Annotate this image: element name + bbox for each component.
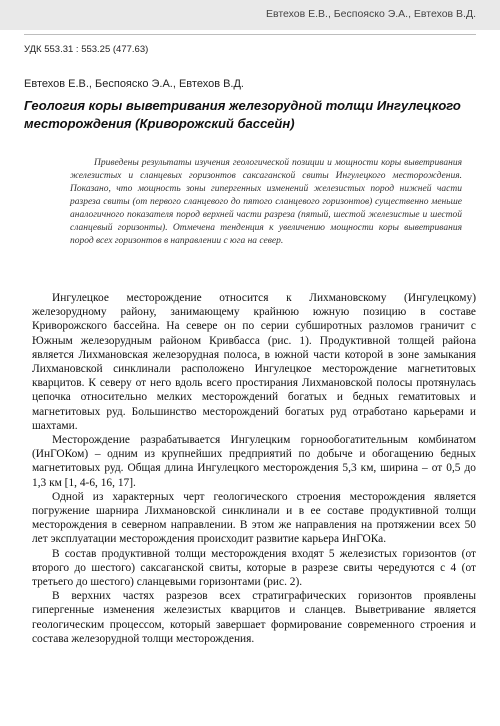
running-header-authors: Евтехов Е.В., Беспояско Э.А., Евтехов В.Д.: [266, 8, 476, 20]
body-paragraph: Ингулецкое месторождение относится к Лихмановскому (Ингулецкому) железорудному району, занимающему крайнюю южную позицию в составе Криворожского бассейна. На севере он по серии субширотных разломов граничит с Южным железорудным районом Кривбасса (рис. 1). Продуктивной толщей района является Лихмановская железорудная полоса, в южной части которой в зоне замыкания Лихмановской синклинали расположено Ингулецкое месторождение магнетитовых кварцитов. К северу от него вдоль всего простирания Лихмановской полосы протянулась цепочка относительно мелких месторождений богатых и бедных гематитовых и магнетитовых руд. Большинство месторождений богатых руд отработано карьерами и шахтами.: [32, 292, 476, 432]
article-abstract: Приведены результаты изучения геологической позиции и мощности коры выветривания железистых и сланцевых горизонтов саксаганской свиты Ингулецкого месторождения. Показано, что мощность зоны гипергенных изменений железистых пород нижней части разреза свиты (от первого сланцевого до пятого сланцевого горизонтов) существенно меньше аналогичного показателя пород верхней части разреза (пятый, шестой железистые и шестой сланцевый горизонты). Отмечена тенденция к увеличению мощности коры выветривания пород всех горизонтов в направлении с юга на север.: [70, 158, 462, 246]
header-divider: [24, 34, 476, 35]
article-body: [32, 291, 476, 646]
body-paragraph: В верхних частях разрезов всех стратиграфических горизонтов проявлены гипергенные изменения железистых кварцитов и сланцев. Выветривание является геологическим процессом, который завершает формирование современного строения и состава железорудной толщи месторождения.: [32, 590, 476, 645]
body-paragraph: Месторождение разрабатывается Ингулецким горнообогатительным комбинатом (ИнГОКом) – одним из крупнейших предприятий по добыче и обогащению бедных магнетитовых руд. Общая длина Ингулецкого месторождения 5,3 км, ширина – от 0,5 до 1,3 км [1, 4-6, 16, 17].: [32, 434, 476, 489]
udk-code: УДК 553.31 : 553.25 (477.63): [24, 44, 149, 55]
running-header: [0, 0, 500, 30]
article-title: Геология коры выветривания железорудной толщи Ингулецкого месторождения (Криворожский бассейн): [24, 98, 461, 131]
article-authors: Евтехов Е.В., Беспояско Э.А., Евтехов В.Д.: [24, 78, 244, 90]
body-paragraph: Одной из характерных черт геологического строения месторождения является погружение шарнира Лихмановской синклинали и в ее составе продуктивной толщи месторождения в северном направлении. В этом же направления на протяжении всех 50 лет эксплуатации месторождения происходит развитие карьера ИнГОКа.: [32, 490, 476, 546]
body-paragraph: В состав продуктивной толщи месторождения входят 5 железистых горизонтов (от второго до шестого) саксаганской свиты, которые в разрезе свиты чередуются с 4 (от третьего до шестого) сланцевыми горизонтами (рис. 2).: [32, 547, 476, 589]
